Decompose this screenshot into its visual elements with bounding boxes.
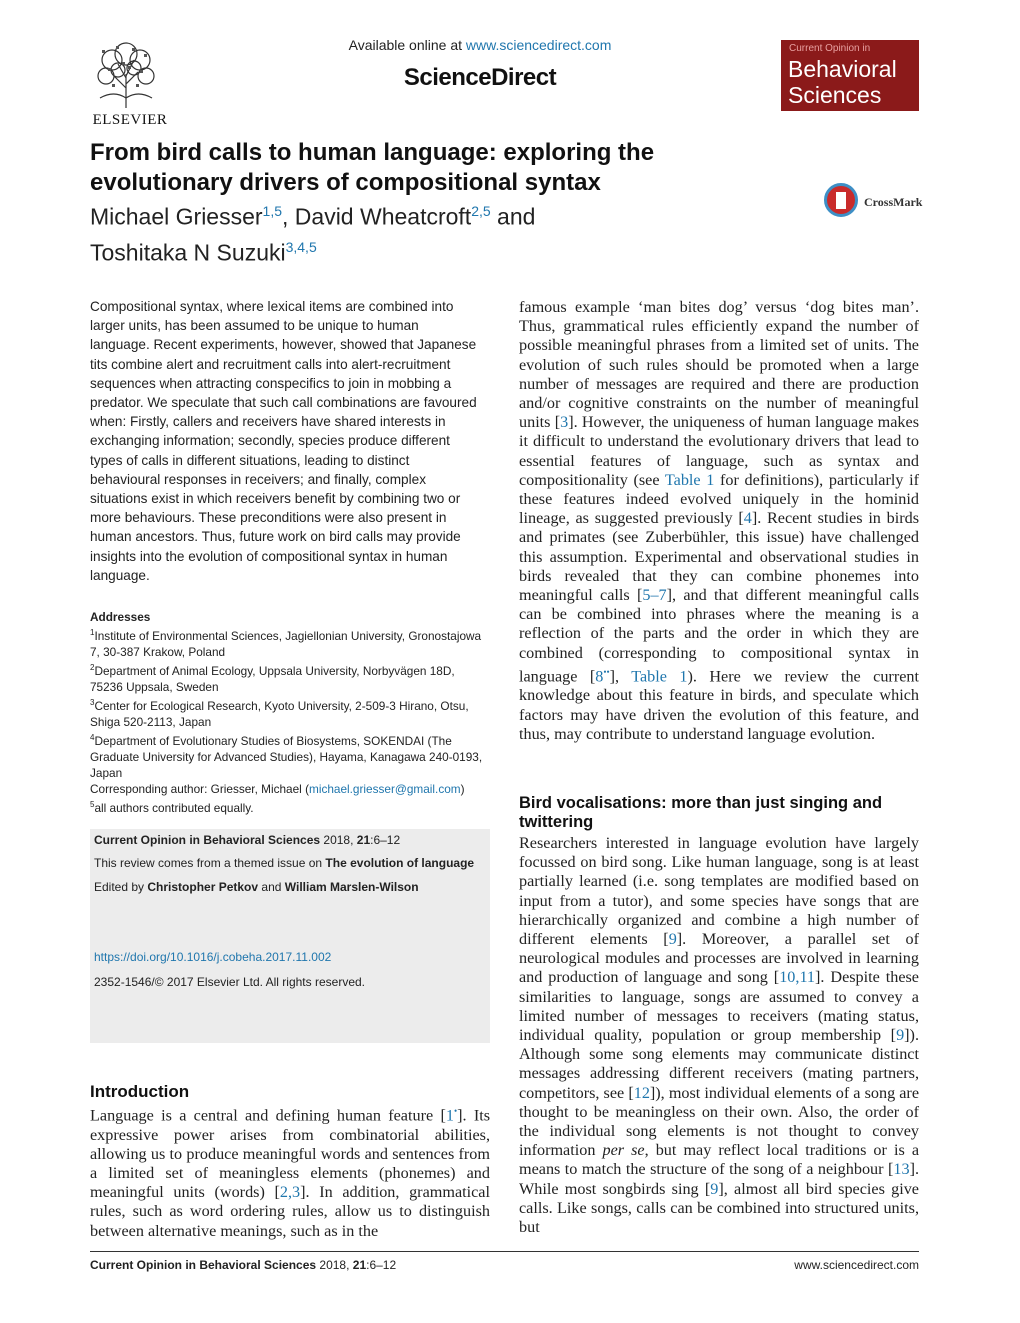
infobox-copyright: 2352-1546/© 2017 Elsevier Ltd. All rights reserved.	[94, 975, 365, 989]
elsevier-logo[interactable]	[90, 40, 170, 126]
reference-link[interactable]: 5–7	[642, 586, 667, 605]
footer-divider	[90, 1251, 919, 1252]
bird-vocalisations-heading: Bird vocalisations: more than just singing and twittering	[519, 794, 883, 831]
theme-link[interactable]: The evolution of language	[325, 856, 475, 870]
elsevier-tree-icon	[94, 40, 158, 110]
article-title: From bird calls to human language: exploring the evolutionary drivers of compositional syntax	[90, 139, 655, 196]
footer-site[interactable]: www.sciencedirect.com	[794, 1258, 919, 1272]
crossmark-badge[interactable]	[824, 183, 924, 221]
author-list	[90, 196, 790, 267]
elsevier-wordmark: ELSEVIER	[92, 112, 168, 128]
editor-link[interactable]: William Marslen-Wilson	[284, 880, 419, 894]
crossmark-label: CrossMark	[864, 195, 923, 209]
author-sep: and	[490, 203, 536, 230]
author-affil[interactable]: 2,5	[471, 203, 491, 219]
abstract: Compositional syntax, where lexical items are combined into larger units, has been assumed to be unique to human language. Recent experiments, however, showed that Japanese tits combine alert and recruitment calls into alert-recruitment sequences when attracting conspecifics to join in mobbing a predator. We speculate that such call combinations are favoured when: Firstly, callers and receivers have shared interests in exchanging information; secondly, species produce different types of calls in different situations, leading to distinct behavioural responses in receivers; and finally, complex situations exist in which receivers benefit by combining two or more behaviours. These preconditions were also present in human ancestors. Thus, future work on bird calls may provide insights into the evolution of compositional syntax in human language.	[90, 299, 477, 583]
introduction-heading: Introduction	[90, 1082, 190, 1101]
reference-link[interactable]: 2,3	[279, 1183, 301, 1202]
reference-link[interactable]: 10,11	[779, 968, 816, 987]
author-affil[interactable]: 3,4,5	[285, 238, 317, 255]
reference-link[interactable]: 8	[595, 667, 604, 686]
infobox-theme: This review comes from a themed issue on The evolution of language	[94, 856, 475, 870]
introduction-text-continued: famous example ‘man bites dog’ versus ‘dog bites man’. Thus, grammatical rules efficiently expand the number of possible meaningful phrases from a limited set of units. The evolution of such rules should be promoted when a large number of messages are required and there are production and/or cognitive constraints on the number of meaningful units [3]. However, the uniqueness of human language makes it difficult to understand the evolutionary drivers that lead to essential features of language, such as syntax and compositionality (see Table 1 for definitions), particularly if these features indeed evolved uniquely in the hominid lineage, as suggested previously [4]. Recent studies in birds and primates (see Zuberbühler, this issue) have challenged this assumption. Experimental and observational studies in birds revealed that they can combine phonemes into meaningful calls [5–7], and that different meaningful calls can be combined into phrases where the meaning is a reflection of the parts and the order in which they are combined (corresponding to compositional syntax in language [8••], Table 1). Here we review the current knowledge about this feature in birds, and speculate which factors may have driven the evolution of this feature, and thus, may contribute to understand language evolution.	[519, 298, 920, 743]
journal-logo-small: Current Opinion in	[789, 43, 871, 54]
author-name[interactable]: David Wheatcroft	[294, 203, 472, 230]
introduction-text: Language is a central and defining human feature [1•]. Its expressive power arises from combinatorial abilities, allowing us to produce meaningful words and sentences from a limited set of meaningless elements (phonemes) and meaningful units (words) [2,3]. In addition, grammatical rules, such as word ordering rules, allow us to distinguish between alternative meanings, such as in the	[90, 1106, 491, 1240]
reference-link[interactable]: 13	[893, 1160, 910, 1179]
reference-link[interactable]: 9	[896, 1026, 905, 1045]
available-online	[330, 37, 630, 53]
address-item: $^1$Institute of Environmental Sciences, Jagiellonian University, Gronostajowa 7, 30-387 Krakow, Poland	[90, 628, 482, 659]
author-name[interactable]: Toshitaka N Suzuki	[90, 239, 286, 266]
author-name[interactable]: Michael Griesser	[90, 203, 263, 230]
address-item: $^2$Department of Animal Ecology, Uppsala University, Norbyvägen 18D, 75236 Uppsala, Sweden	[90, 662, 455, 694]
journal-logo-line2: Sciences	[788, 82, 882, 108]
corresponding-author: Corresponding author: Griesser, Michael (michael.griesser@gmail.com) $^5$all authors contributed equally.	[90, 781, 490, 816]
reference-link[interactable]: 4	[743, 509, 752, 528]
table-link[interactable]: Table 1	[664, 470, 715, 489]
footer-citation: Current Opinion in Behavioral Sciences 2018, 21:6–12	[90, 1258, 397, 1272]
author-sep: ,	[282, 203, 295, 230]
editor-link[interactable]: Christopher Petkov	[147, 880, 259, 894]
reference-link[interactable]: 9	[710, 1179, 719, 1198]
reference-link[interactable]: 1	[445, 1106, 454, 1125]
author-affil[interactable]: 1,5	[262, 203, 283, 219]
infobox-editors: Edited by Christopher Petkov and William Marslen-Wilson	[94, 880, 419, 894]
addresses	[90, 609, 490, 781]
article-info-box	[90, 829, 490, 1043]
infobox-citation: Current Opinion in Behavioral Sciences 2018, 21:6–12	[94, 833, 401, 847]
sciencedirect-wordmark[interactable]: ScienceDirect	[403, 64, 557, 91]
corresponding-email[interactable]: michael.griesser@gmail.com	[309, 782, 461, 796]
journal-logo-line1: Behavioral	[788, 56, 897, 82]
equal-contribution-note: $^5$all authors contributed equally.	[90, 800, 254, 815]
reference-link[interactable]: 12	[633, 1083, 650, 1102]
address-item: $^4$Department of Evolutionary Studies of Biosystems, SOKENDAI (The Graduate University for Advanced Studies), Hayama, Kanagawa 240-0193, Japan	[90, 732, 483, 780]
address-item: $^3$Center for Ecological Research, Kyoto University, 2-509-3 Hirano, Otsu, Shiga 520-2113, Japan	[90, 697, 469, 729]
bird-vocalisations-text: Researchers interested in language evolution have largely focussed on bird song. Like human language, song is at least partially learned (i.e. song templates are modified based on input from a tutor), and some species have songs that are hierarchically organized and combine a high number of different elements [9]. Moreover, a parallel set of neurological modules and processes are involved in learning and production of language and song [10,11]. Despite these similarities to language, songs are assumed to convey a limited number of messages to receivers (mating status, individual quality, population or group membership [9]). Although some song elements may communicate distinct messages addressing different receivers (mating partners, competitors, see [12]), most individual elements of a song are thought to be meaningless on their own. Also, the order of the individual song elements is not thought to convey information per se, but may reflect local traditions or is a means to match the structure of the song of a neighbour [13]. While most songbirds sing [9], almost all bird species give calls. Like songs, calls can be combined into structured units, but	[519, 834, 920, 1237]
reference-link[interactable]: 9	[668, 930, 677, 949]
sciencedirect-link[interactable]: www.sciencedirect.com	[465, 37, 612, 53]
table-link[interactable]: Table 1	[631, 667, 688, 686]
crossmark-icon	[824, 183, 858, 217]
available-prefix: Available online at	[348, 37, 466, 53]
addresses-heading: Addresses	[90, 610, 151, 624]
reference-link[interactable]: 3	[560, 413, 569, 432]
doi-link[interactable]: https://doi.org/10.1016/j.cobeha.2017.11.002	[94, 950, 332, 964]
journal-logo[interactable]	[781, 40, 919, 111]
